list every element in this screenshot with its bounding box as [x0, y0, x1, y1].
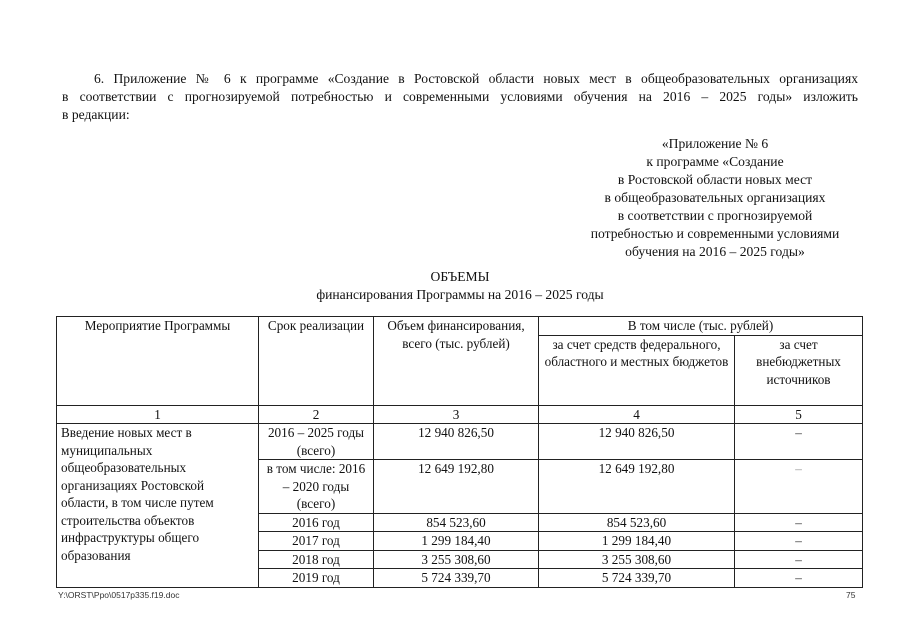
budgets-cell: 12 649 192,80: [539, 460, 735, 514]
page-number: 75: [846, 590, 856, 600]
appendix-line: обучения на 2016 – 2025 годы»: [625, 244, 805, 259]
budgets-cell: 5 724 339,70: [539, 569, 735, 588]
budgets-cell: 854 523,60: [539, 513, 735, 532]
total-cell: 854 523,60: [374, 513, 539, 532]
appendix-line: в общеобразовательных организациях: [604, 190, 826, 205]
extra-cell: –: [735, 550, 863, 569]
term-cell: 2017 год: [259, 532, 374, 551]
event-description: Введение новых мест в муниципальных общеобразовательных организациях Ростовской области, в том числе путем строительства объектов инфраструктуры общего образования: [57, 424, 259, 588]
term-cell: 2016 – 2025 годы (всего): [259, 424, 374, 460]
table-heading: [62, 268, 858, 304]
table-header-row: [57, 317, 863, 336]
intro-line-1: 6. Приложение № 6 к программе «Создание в Ростовской области новых мест в общеобразовательных организациях: [94, 71, 858, 86]
appendix-line: «Приложение № 6: [661, 136, 769, 151]
extra-cell: –: [735, 532, 863, 551]
budgets-cell: 12 940 826,50: [539, 424, 735, 460]
intro-line-2: в соответствии с прогнозируемой потребностью и современными условиями обучения на 2016 – 2025 годы» изложить: [62, 89, 858, 104]
appendix-line: к программе «Создание: [646, 154, 784, 169]
table-row: [57, 424, 863, 460]
total-cell: 3 255 308,60: [374, 550, 539, 569]
heading-title: ОБЪЕМЫ: [430, 269, 490, 284]
header-event: Мероприятие Программы: [57, 317, 259, 406]
term-cell: в том числе: 2016 – 2020 годы (всего): [259, 460, 374, 514]
total-cell: 1 299 184,40: [374, 532, 539, 551]
extra-cell: –: [735, 424, 863, 460]
term-cell: 2019 год: [259, 569, 374, 588]
appendix-reference: [570, 135, 860, 261]
appendix-line: в соответствии с прогнозируемой: [617, 208, 813, 223]
appendix-line: в Ростовской области новых мест: [617, 172, 813, 187]
term-cell: 2016 год: [259, 513, 374, 532]
column-number: 3: [374, 405, 539, 424]
header-including: В том числе (тыс. рублей): [539, 317, 863, 336]
intro-paragraph: [62, 70, 858, 124]
total-cell: 12 940 826,50: [374, 424, 539, 460]
intro-line-3: в редакции:: [62, 107, 130, 122]
header-term: Срок реализации: [259, 317, 374, 406]
footer-file-path: Y:\ORST\Ppo\0517p335.f19.doc: [58, 590, 180, 600]
financing-table: [56, 316, 863, 588]
column-number: 4: [539, 405, 735, 424]
extra-cell: –: [735, 513, 863, 532]
column-number: 5: [735, 405, 863, 424]
column-number-row: [57, 405, 863, 424]
header-budgets: за счет средств федерального, областного и местных бюджетов: [539, 335, 735, 405]
total-cell: 5 724 339,70: [374, 569, 539, 588]
extra-cell: –: [735, 569, 863, 588]
header-total: Объем финансирования, всего (тыс. рублей): [374, 317, 539, 406]
appendix-line: потребностью и современными условиями: [590, 226, 840, 241]
term-cell: 2018 год: [259, 550, 374, 569]
extra-cell: –: [735, 460, 863, 514]
header-extra: за счет внебюджетных источников: [735, 335, 863, 405]
column-number: 1: [57, 405, 259, 424]
budgets-cell: 3 255 308,60: [539, 550, 735, 569]
total-cell: 12 649 192,80: [374, 460, 539, 514]
budgets-cell: 1 299 184,40: [539, 532, 735, 551]
heading-subtitle: финансирования Программы на 2016 – 2025 годы: [316, 287, 604, 302]
column-number: 2: [259, 405, 374, 424]
